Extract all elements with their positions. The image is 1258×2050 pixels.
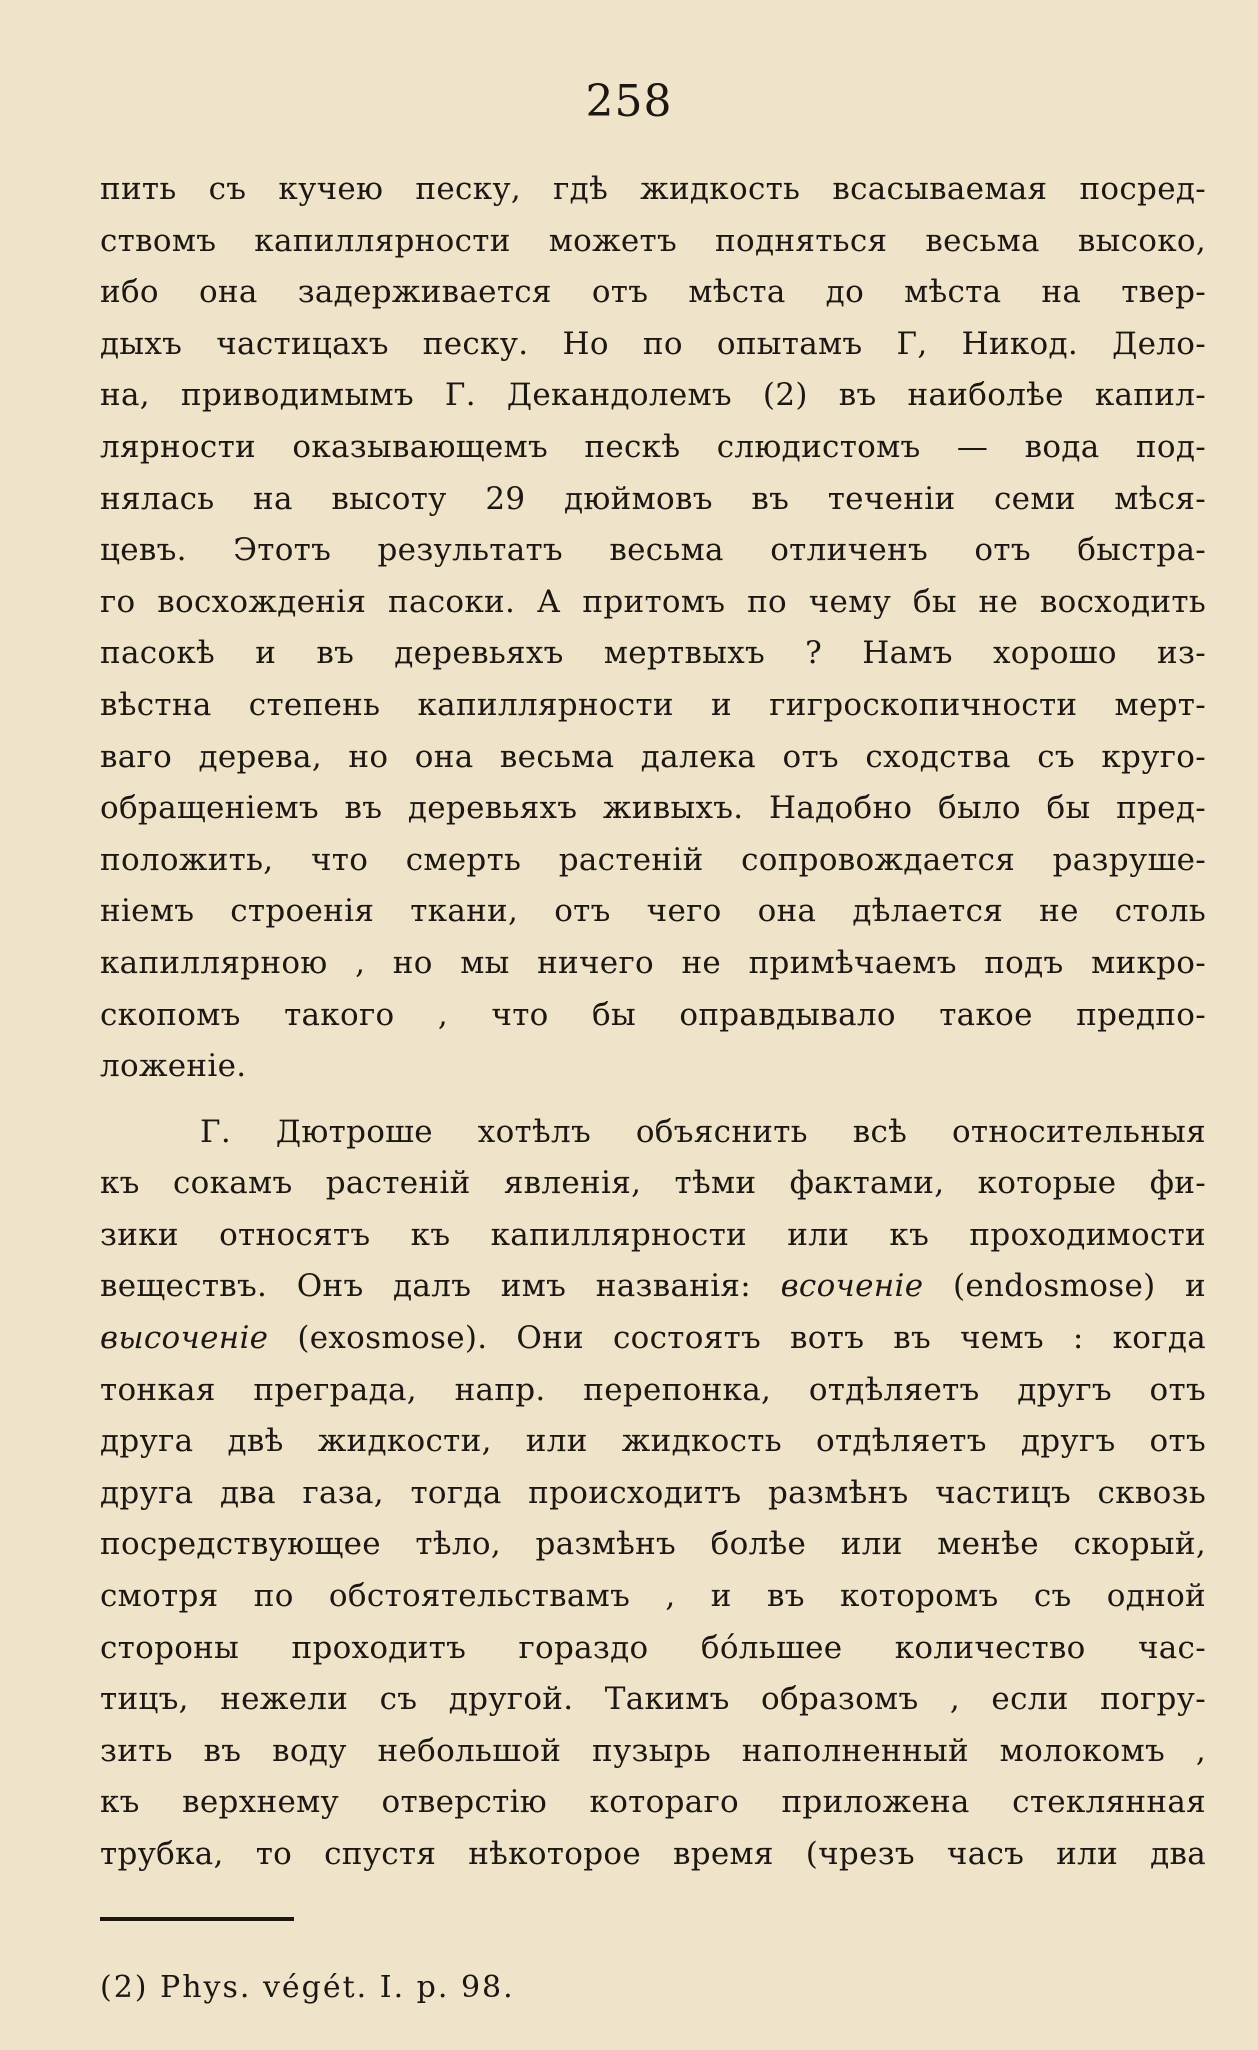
line-text: (exosmose). Они состоятъ вотъ въ чемъ : когда [297, 1320, 1206, 1357]
text-line: трубка, то спустя нѣкоторое время (чрезъ часъ или два [100, 1836, 1206, 1872]
text-line: ибо она задерживается отъ мѣста до мѣста на твер- [100, 274, 1206, 311]
text-line: цевъ. Этотъ результатъ весьма отличенъ отъ быстра- [100, 532, 1206, 569]
text-line: пить съ кучею песку, гдѣ жидкость всасываемая посред- [100, 171, 1206, 207]
text-line: обращеніемъ въ деревьяхъ живыхъ. Надобно было бы пред- [100, 790, 1206, 827]
text-line: пасокѣ и въ деревьяхъ мертвыхъ ? Намъ хорошо из- [100, 635, 1206, 672]
italic-term-endosmose: всоченіе [780, 1268, 924, 1305]
text-line: къ сокамъ растеній явленія, тѣми фактами, которые фи- [100, 1165, 1206, 1202]
text-line: посредствующее тѣло, размѣнъ болѣе или менѣе скорый, [100, 1526, 1206, 1563]
text-line: тицъ, нежели съ другой. Такимъ образомъ , если погру- [100, 1681, 1206, 1718]
text-line: го восхожденія пасоки. А притомъ по чему бы не восходить [100, 583, 1206, 620]
text-line: положить, что смерть растеній сопровождается разруше- [100, 841, 1206, 878]
text-line: ваго дерева, но она весьма далека отъ сходства съ круго- [100, 738, 1206, 775]
footnote: (2) Phys. végét. I. p. 98. [100, 1970, 515, 2005]
text-line-with-term [100, 1261, 1206, 1313]
text-line: друга двѣ жидкости, или жидкость отдѣляетъ другъ отъ [100, 1423, 1206, 1460]
text-line: нялась на высоту 29 дюймовъ въ теченіи семи мѣся- [100, 480, 1206, 517]
line-text: (endosmose) и [952, 1268, 1207, 1305]
text-line: смотря по обстоятельствамъ , и въ которомъ съ одной [100, 1578, 1206, 1615]
text-line-with-term [100, 1313, 1206, 1365]
footnote-divider [100, 1917, 294, 1921]
text-line: ніемъ строенія ткани, отъ чего она дѣлается не столь [100, 893, 1206, 930]
text-line: стороны проходитъ гораздо бо́льшее количество час- [100, 1629, 1206, 1666]
page-number: 258 [585, 76, 673, 127]
italic-term-exosmose: высоченіе [100, 1320, 269, 1357]
text-line: зить въ воду небольшой пузырь наполненный молокомъ , [100, 1732, 1206, 1769]
text-line: ложеніе. [100, 1048, 247, 1085]
paragraph-1 [100, 164, 1206, 1093]
paragraph-gap [100, 1093, 1206, 1107]
text-line: капиллярною , но мы ничего не примѣчаемъ подъ микро- [100, 944, 1206, 981]
body-text [100, 164, 1206, 1881]
text-line: зики относятъ къ капиллярности или къ проходимости [100, 1216, 1206, 1253]
text-line: друга два газа, тогда происходитъ размѣнъ частицъ сквозь [100, 1474, 1206, 1511]
line-text: веществъ. Онъ далъ имъ названія: [100, 1268, 752, 1305]
text-line: къ верхнему отверстію котораго приложена стеклянная [100, 1784, 1206, 1821]
paragraph-2 [100, 1107, 1206, 1881]
text-line: лярности оказывающемъ пескѣ слюдистомъ — вода под- [100, 428, 1206, 465]
text-line: скопомъ такого , что бы оправдывало такое предпо- [100, 996, 1206, 1033]
text-line: тонкая преграда, напр. перепонка, отдѣляетъ другъ отъ [100, 1371, 1206, 1408]
text-line: дыхъ частицахъ песку. Но по опытамъ Г, Никод. Дело- [100, 325, 1206, 362]
text-line: Г. Дютроше хотѣлъ объяснить всѣ относительныя [200, 1113, 1206, 1150]
text-line: вѣстна степень капиллярности и гигроскопичности мерт- [100, 686, 1206, 723]
text-line: ствомъ капиллярности можетъ подняться весьма высоко, [100, 222, 1206, 259]
text-line: на, приводимымъ Г. Декандолемъ (2) въ наиболѣе капил- [100, 377, 1206, 414]
